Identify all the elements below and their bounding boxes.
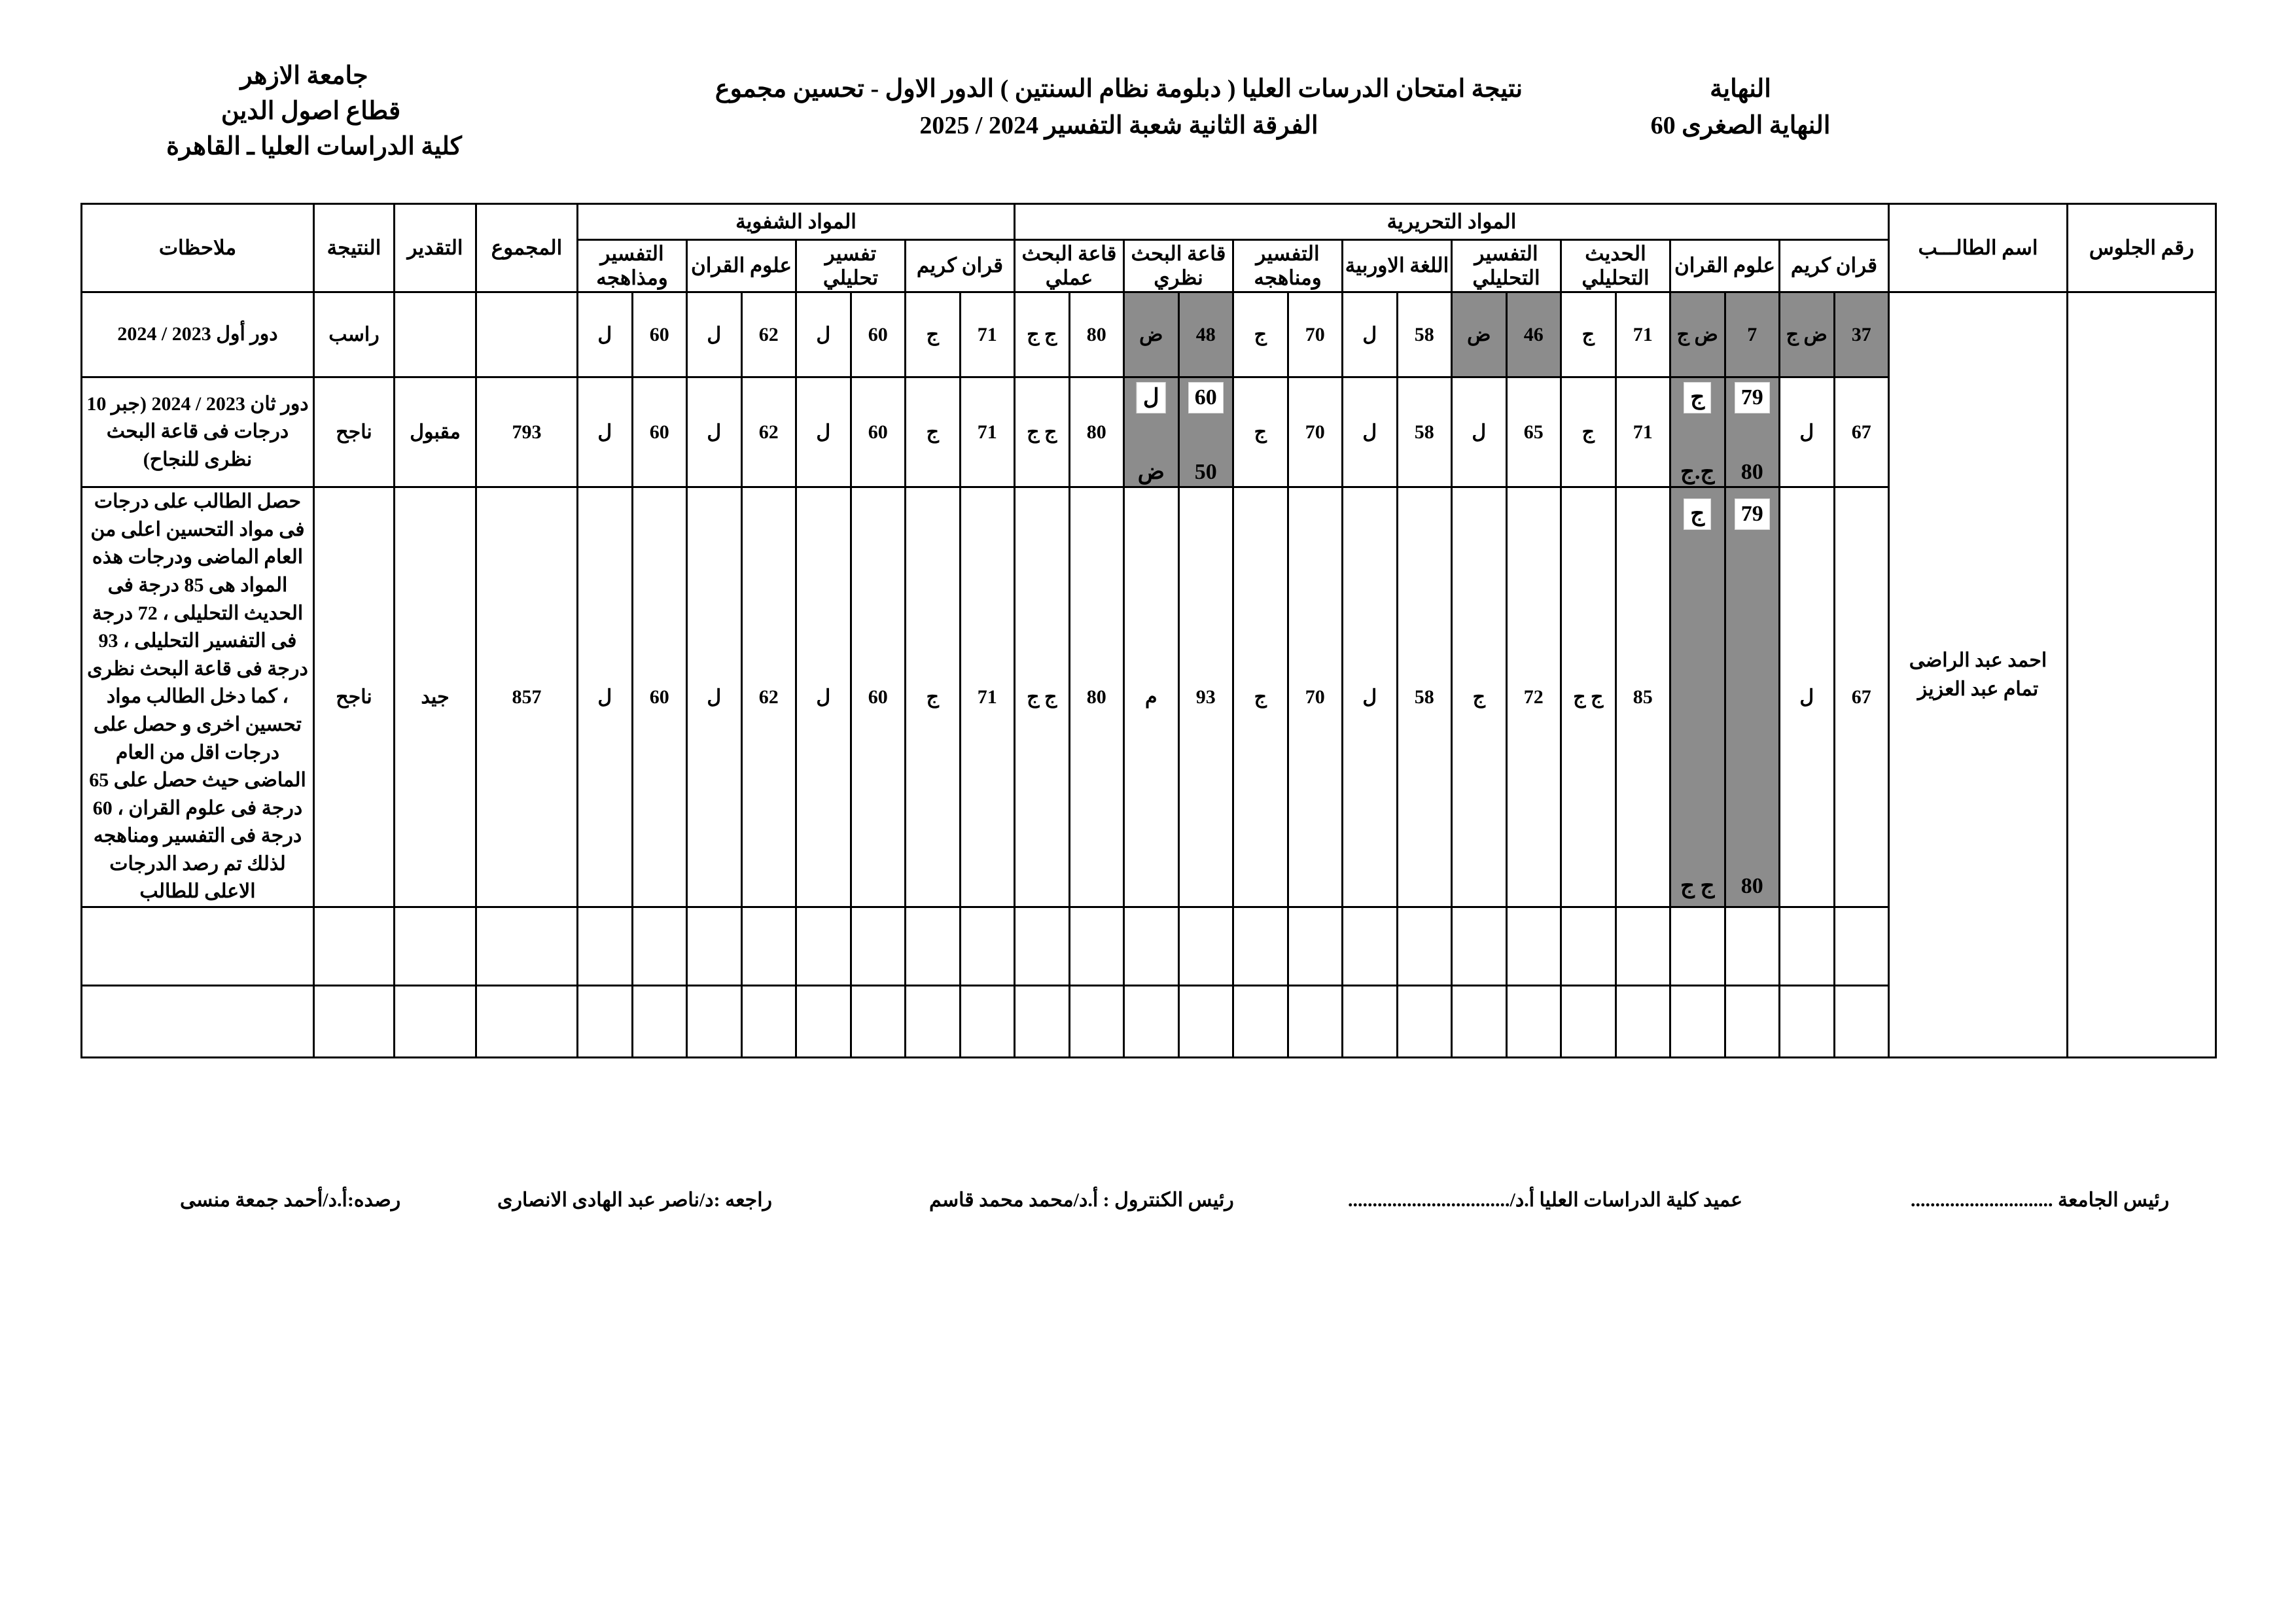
cell-empty (1834, 986, 1889, 1058)
cell-w-research-practical-mark: 80 (1069, 377, 1124, 487)
cell-w-tafsir-grade: ض (1452, 292, 1507, 377)
cell-empty (796, 986, 851, 1058)
cell-empty (1506, 986, 1561, 1058)
overlay-stack (1671, 378, 1724, 486)
cell-o-tafsir-man-grade: ل (578, 487, 633, 907)
col-header-w-tafsir: التفسير التحليلي (1452, 240, 1561, 292)
cell-o-quran-sci-mark: 62 (741, 487, 796, 907)
min-grade-label: النهاية الصغرى 60 (1650, 112, 1831, 140)
cell-estimate: جيد (395, 487, 476, 907)
overlay-stack (1125, 378, 1178, 486)
overlay-mark: 79 (1735, 498, 1770, 530)
cell-empty (314, 986, 395, 1058)
cell-empty (1452, 907, 1507, 986)
document-footer (79, 1174, 2225, 1253)
col-header-w-lang: اللغة الاوربية (1343, 240, 1452, 292)
cell-w-hadith-mark: 85 (1616, 487, 1670, 907)
cell-o-tafsir-anal-mark: 60 (851, 487, 906, 907)
cell-w-hadith-grade: ج ج (1561, 487, 1616, 907)
cell-w-hadith-grade: ج (1561, 292, 1616, 377)
cell-w-quran-sci-grade: ض ج (1670, 292, 1725, 377)
cell-empty (1397, 986, 1452, 1058)
cell-empty (476, 986, 578, 1058)
cell-empty (314, 907, 395, 986)
cell-o-quran-sci-grade: ل (687, 292, 742, 377)
col-header-w-research-theory: قاعة البحث نظري (1124, 240, 1233, 292)
cell-notes: حصل الطالب على درجات فى مواد التحسين اعلى من العام الماضى ودرجات هذه المواد هى 85 درجة فى الحديث التحليلى ، 72 درجة فى التفسير التحليلى ، 93 درجة فى قاعة البحث نظرى ، كما دخل الطالب مواد تحسين اخرى و حصل على درجات اقل من العام الماضى حيث حصل على 65 درجة فى علوم القران ، 60 درجة فى التفسير ومناهجه لذلك تم رصد الدرجات الاعلى للطالب (82, 487, 314, 907)
cell-w-quran-grade: ل (1780, 487, 1835, 907)
cell-total: 793 (476, 377, 578, 487)
col-header-w-quran-sci: علوم القران (1670, 240, 1780, 292)
signature-dean: عميد كلية الدراسات العليا أ.د/................................. (1348, 1189, 1743, 1211)
cell-estimate: مقبول (395, 377, 476, 487)
cell-empty (1670, 907, 1725, 986)
signature-recorder: رصده:أ.د/أحمد جمعة منسى (180, 1189, 401, 1211)
table-header-group-row (82, 204, 2216, 240)
cell-o-quran-mark: 71 (960, 292, 1015, 377)
cell-w-tafsir-mark: 46 (1506, 292, 1561, 377)
underlying-grade: ج.ج (1680, 460, 1715, 485)
cell-empty (687, 907, 742, 986)
col-header-o-tafsir-man: التفسير ومذاهجه (578, 240, 687, 292)
signature-reviewer: راجعه :د/ناصر عبد الهادى الانصارى (497, 1189, 773, 1211)
cell-w-research-theory-mark (1178, 377, 1233, 487)
cell-w-lang-grade: ل (1343, 487, 1398, 907)
cell-w-research-practical-grade: ج ج (1015, 292, 1070, 377)
cell-w-hadith-mark: 71 (1616, 377, 1670, 487)
cell-empty (1780, 907, 1835, 986)
cell-total: 857 (476, 487, 578, 907)
col-header-seat: رقم الجلوس (2068, 204, 2216, 292)
cell-w-quran-grade: ل (1780, 377, 1835, 487)
cell-w-research-practical-grade: ج ج (1015, 377, 1070, 487)
cell-empty (1124, 907, 1179, 986)
cell-o-quran-mark: 71 (960, 377, 1015, 487)
cell-empty (1069, 986, 1124, 1058)
cell-empty (851, 907, 906, 986)
cell-result: ناجح (314, 377, 395, 487)
cell-empty (796, 907, 851, 986)
col-header-estimate: التقدير (395, 204, 476, 292)
cell-empty (960, 907, 1015, 986)
result-title-line-1: نتيجة امتحان الدرسات العليا ( دبلومة نظام السنتين ) الدور الاول - تحسين مجموع (715, 75, 1523, 103)
university-name: جامعة الازهر (240, 62, 368, 90)
cell-w-tafsir-man-grade: ج (1233, 487, 1288, 907)
overlay-mark: 79 (1735, 382, 1770, 413)
overlay-stack (1726, 495, 1779, 900)
col-header-total: المجموع (476, 204, 578, 292)
cell-empty (1397, 907, 1452, 986)
table-row (82, 292, 2216, 377)
cell-w-quran-mark: 67 (1834, 377, 1889, 487)
overlay-stack (1671, 495, 1724, 900)
cell-empty (1069, 907, 1124, 986)
underlying-mark: 80 (1740, 460, 1763, 485)
cell-empty (1452, 986, 1507, 1058)
cell-empty (1233, 986, 1288, 1058)
cell-w-research-theory-grade: ض (1124, 292, 1179, 377)
cell-w-quran-sci-grade (1670, 487, 1725, 907)
cell-empty (1233, 907, 1288, 986)
cell-empty (578, 907, 633, 986)
col-header-o-quran-sci: علوم القران (687, 240, 796, 292)
cell-w-tafsir-mark: 72 (1506, 487, 1561, 907)
group-header-oral: المواد الشفوية (578, 204, 1015, 240)
cell-empty (1834, 907, 1889, 986)
cell-w-research-practical-mark: 80 (1069, 487, 1124, 907)
cell-w-tafsir-man-mark: 70 (1288, 377, 1343, 487)
underlying-grade: ض (1137, 460, 1165, 485)
cell-empty (395, 986, 476, 1058)
cell-empty (1725, 907, 1780, 986)
cell-w-quran-sci-mark (1725, 487, 1780, 907)
cell-empty (1561, 986, 1616, 1058)
cell-student-name: احمد عبد الراضى تمام عبد العزيز (1889, 292, 2068, 1058)
cell-empty (632, 907, 687, 986)
cell-empty (687, 986, 742, 1058)
cell-w-tafsir-grade: ل (1452, 377, 1507, 487)
overlay-stack (1180, 378, 1233, 486)
cell-w-lang-mark: 58 (1397, 487, 1452, 907)
overlay-grade: ل (1137, 382, 1166, 413)
cell-empty (476, 907, 578, 986)
cell-w-lang-mark: 58 (1397, 292, 1452, 377)
max-grade-label: النهاية (1710, 75, 1771, 103)
cell-w-tafsir-man-grade: ج (1233, 377, 1288, 487)
document-header (92, 59, 1930, 183)
cell-w-tafsir-mark: 65 (1506, 377, 1561, 487)
underlying-grade: ج ج (1680, 873, 1715, 898)
cell-w-tafsir-man-grade: ج (1233, 292, 1288, 377)
cell-o-tafsir-man-mark: 60 (632, 292, 687, 377)
cell-empty (1015, 907, 1070, 986)
results-table (80, 203, 2217, 1058)
institution-block (105, 59, 523, 165)
cell-empty (1343, 986, 1398, 1058)
cell-o-tafsir-anal-mark: 60 (851, 292, 906, 377)
cell-o-quran-mark: 71 (960, 487, 1015, 907)
cell-empty (1015, 986, 1070, 1058)
cell-o-quran-sci-mark: 62 (741, 292, 796, 377)
cell-empty (82, 907, 314, 986)
col-header-w-quran: قران كريم (1780, 240, 1889, 292)
cell-w-lang-mark: 58 (1397, 377, 1452, 487)
results-table-body (82, 292, 2216, 1058)
cell-o-tafsir-man-mark: 60 (632, 487, 687, 907)
overlay-mark: 60 (1188, 382, 1224, 413)
cell-empty (1124, 986, 1179, 1058)
cell-empty (82, 986, 314, 1058)
cell-empty (1178, 907, 1233, 986)
cell-o-tafsir-anal-mark: 60 (851, 377, 906, 487)
cell-w-quran-sci-mark: 7 (1725, 292, 1780, 377)
cell-o-tafsir-anal-grade: ل (796, 377, 851, 487)
title-block (550, 71, 1688, 144)
cell-o-tafsir-man-grade: ل (578, 292, 633, 377)
cell-empty (632, 986, 687, 1058)
cell-w-research-practical-mark: 80 (1069, 292, 1124, 377)
cell-o-quran-sci-grade: ل (687, 487, 742, 907)
cell-w-research-theory-grade (1124, 377, 1179, 487)
cell-empty (741, 986, 796, 1058)
cell-empty (1725, 986, 1780, 1058)
cell-w-research-practical-grade: ج ج (1015, 487, 1070, 907)
cell-w-hadith-mark: 71 (1616, 292, 1670, 377)
cell-w-hadith-grade: ج (1561, 377, 1616, 487)
cell-empty (1178, 986, 1233, 1058)
cell-result: راسب (314, 292, 395, 377)
cell-o-quran-grade: ج (906, 487, 961, 907)
cell-estimate (395, 292, 476, 377)
cell-empty (1288, 907, 1343, 986)
overlay-stack (1726, 378, 1779, 486)
col-header-result: النتيجة (314, 204, 395, 292)
cell-empty (906, 986, 961, 1058)
cell-w-lang-grade: ل (1343, 377, 1398, 487)
cell-empty (1670, 986, 1725, 1058)
cell-notes: دور أول 2023 / 2024 (82, 292, 314, 377)
cell-empty (960, 986, 1015, 1058)
cell-o-quran-grade: ج (906, 377, 961, 487)
cell-o-tafsir-man-grade: ل (578, 377, 633, 487)
col-header-name: اسم الطالـــب (1889, 204, 2068, 292)
cell-seat-number (2068, 292, 2216, 1058)
cell-empty (395, 907, 476, 986)
cell-empty (1561, 907, 1616, 986)
cell-o-tafsir-man-mark: 60 (632, 377, 687, 487)
cell-w-research-theory-grade: م (1124, 487, 1179, 907)
cell-o-tafsir-anal-grade: ل (796, 487, 851, 907)
cell-w-quran-sci-grade (1670, 377, 1725, 487)
signature-control-head: رئيس الكنترول : أ.د/محمد محمد قاسم (929, 1189, 1234, 1211)
col-header-w-hadith: الحديث التحليلي (1561, 240, 1670, 292)
cell-empty (1288, 986, 1343, 1058)
cell-empty (1616, 986, 1670, 1058)
col-header-o-tafsir-anal: تفسير تحليلي (796, 240, 906, 292)
cell-empty (1343, 907, 1398, 986)
cell-w-quran-mark: 67 (1834, 487, 1889, 907)
group-header-written: المواد التحريرية (1015, 204, 1889, 240)
col-header-w-tafsir-man: التفسير ومناهجه (1233, 240, 1343, 292)
cell-w-tafsir-man-mark: 70 (1288, 487, 1343, 907)
result-title-line-2: الفرقة الثانية شعبة التفسير 2024 / 2025 (919, 112, 1318, 140)
cell-w-quran-sci-mark (1725, 377, 1780, 487)
cell-empty (1506, 907, 1561, 986)
signature-university-head: رئيس الجامعة ............................. (1911, 1189, 2170, 1211)
cell-empty (906, 907, 961, 986)
cell-empty (1616, 907, 1670, 986)
cell-w-quran-grade: ض ج (1780, 292, 1835, 377)
cell-w-research-theory-mark: 48 (1178, 292, 1233, 377)
cell-w-research-theory-mark: 93 (1178, 487, 1233, 907)
cell-w-quran-mark: 37 (1834, 292, 1889, 377)
col-header-notes: ملاحظات (82, 204, 314, 292)
cell-empty (578, 986, 633, 1058)
overlay-grade: ج (1684, 382, 1711, 413)
col-header-w-research-practical: قاعة البحث عملي (1015, 240, 1124, 292)
cell-empty (1780, 986, 1835, 1058)
underlying-mark: 80 (1740, 873, 1763, 898)
sector-name: قطاع اصول الدين (221, 97, 401, 125)
faculty-name: كلية الدراسات العليا ـ القاهرة (166, 132, 462, 160)
cell-w-tafsir-grade: ج (1452, 487, 1507, 907)
cell-empty (851, 986, 906, 1058)
cell-w-lang-grade: ل (1343, 292, 1398, 377)
underlying-mark: 50 (1194, 460, 1217, 485)
overlay-grade: ج (1684, 498, 1711, 530)
col-header-o-quran: قران كريم (906, 240, 1015, 292)
cell-w-tafsir-man-mark: 70 (1288, 292, 1343, 377)
cell-result: ناجح (314, 487, 395, 907)
cell-empty (741, 907, 796, 986)
cell-o-quran-grade: ج (906, 292, 961, 377)
grade-limits-block (1603, 71, 1878, 144)
cell-total (476, 292, 578, 377)
cell-o-quran-sci-mark: 62 (741, 377, 796, 487)
cell-notes: دور ثان 2023 / 2024 (جبر 10 درجات فى قاعة البحث نظرى للنجاح) (82, 377, 314, 487)
cell-o-quran-sci-grade: ل (687, 377, 742, 487)
cell-o-tafsir-anal-grade: ل (796, 292, 851, 377)
